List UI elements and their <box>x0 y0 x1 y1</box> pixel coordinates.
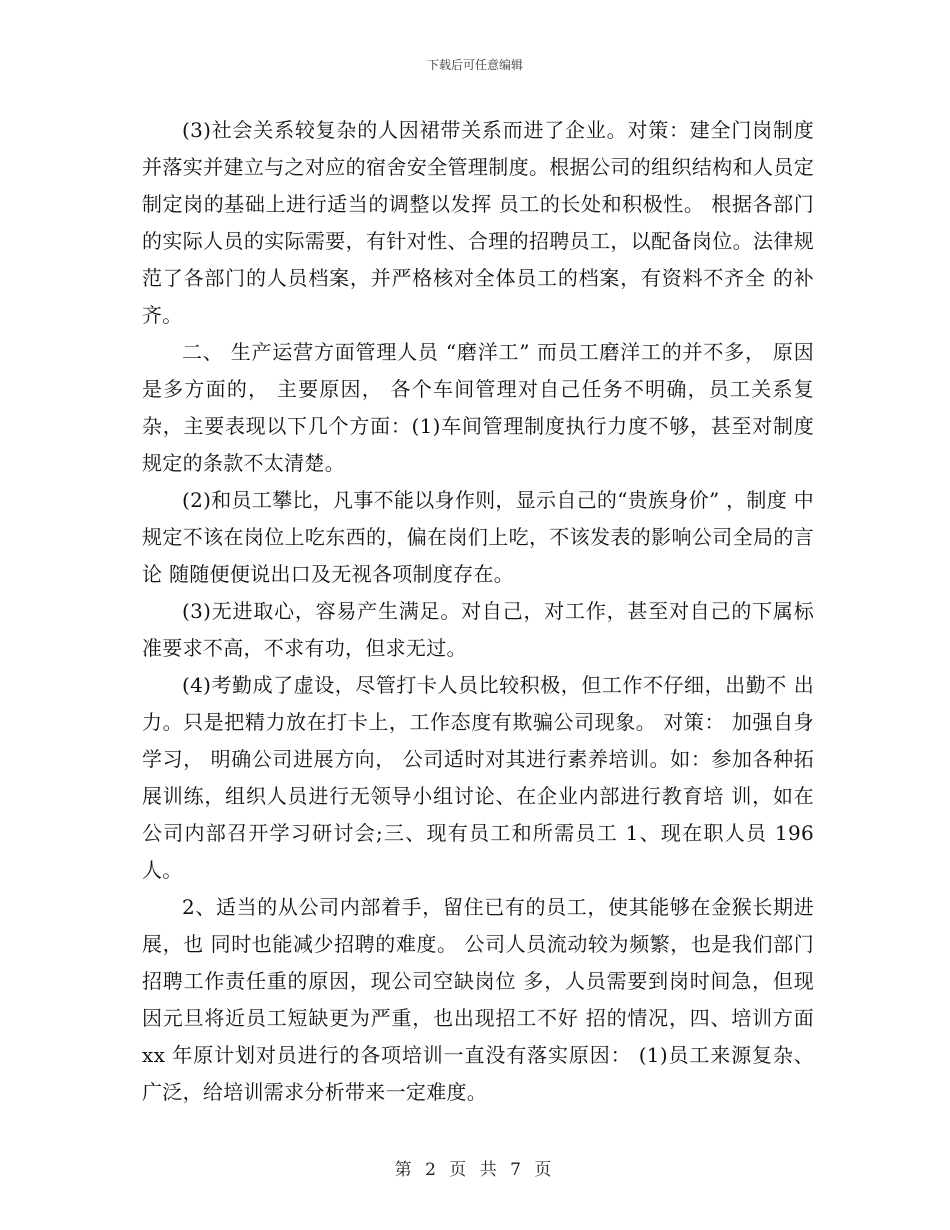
paragraph: (3)无进取心，容易产生满足。对自己，对工作，甚至对自己的下属标准要求不高，不求有功，但求无过。 <box>142 599 814 660</box>
paragraph: (2)和员工攀比，凡事不能以身作则，显示自己的“贵族身价” ，制度 中规定不该在岗位上吃东西的，偏在岗们上吃，不该发表的影响公司全局的言论 随随便便说出口及无视各项制度存在。 <box>142 488 814 586</box>
paragraph: (4)考勤成了虚设，尽管打卡人员比较积极，但工作不仔细，出勤不 出力。只是把精力放在打卡上，工作态度有欺骗公司现象。 对策： 加强自身学习， 明确公司进展方向， 公司适时对其进行素养培训。如：参加各种拓展训练，组织人员进行无领导小组讨论、在企业内部进行教育培 训，如在公司内部召开学习研讨会;三、现有员工和所需员工 1、现在职人员 196 人。 <box>142 673 814 882</box>
page-number: 第 2 页 共 7 页 <box>394 1160 556 1180</box>
page-header: 下载后可任意编辑 <box>426 58 523 72</box>
paragraph: 2、适当的从公司内部着手，留住已有的员工，使其能够在金猴长期进展，也 同时也能减少招聘的难度。 公司人员流动较为频繁，也是我们部门招聘工作责任重的原因，现公司空缺岗位 多，人员需要到岗时间急，但现因元旦将近员工短缺更为严重，也出现招工不好 招的情况，四、培训方面 xx 年原计划对员进行的各项培训一直没有落实原因： (1)员工来源复杂、广泛，给培训需求分析带来一定难度。 <box>142 895 814 1104</box>
paragraph: (3)社会关系较复杂的人因裙带关系而进了企业。对策：建全门岗制度并落实并建立与之对应的宿舍安全管理制度。根据公司的组织结构和人员定制定岗的基础上进行适当的调整以发挥 员工的长处和积极性。 根据各部门的实际人员的实际需要，有针对性、合理的招聘员工，以配备岗位。法律规范了各部门的人员档案，并严格核对全体员工的档案，有资料不齐全 的补齐。 <box>142 118 814 327</box>
paragraph: 二、 生产运营方面管理人员 “磨洋工” 而员工磨洋工的并不多， 原因是多方面的， 主要原因， 各个车间管理对自己任务不明确，员工关系复杂，主要表现以下几个方面：(1)车间管理制度执行力度不够，甚至对制度规定的条款不太清楚。 <box>142 340 814 475</box>
document-body <box>142 112 814 1111</box>
